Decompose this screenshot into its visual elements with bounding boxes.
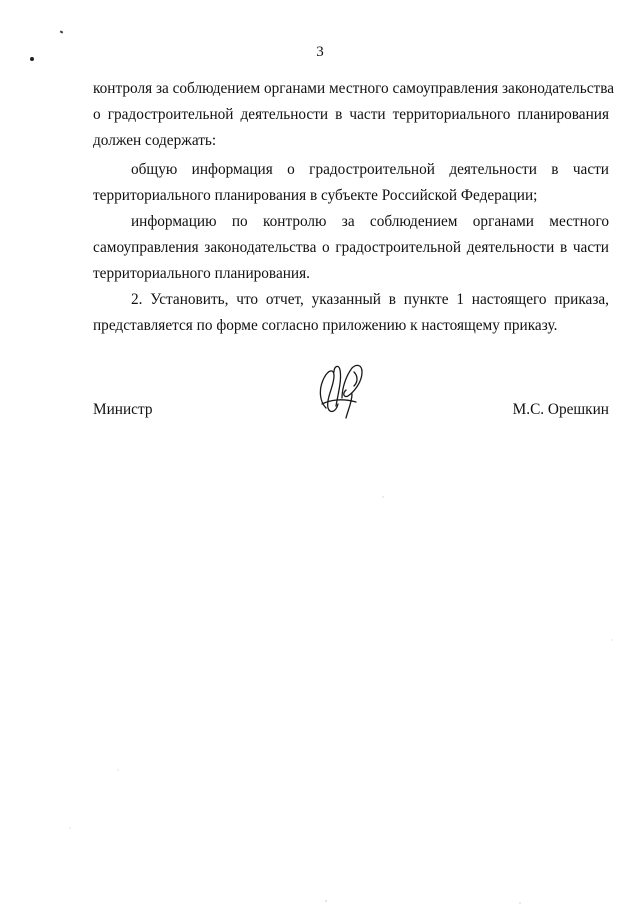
- signatory-name: М.С. Орешкин: [512, 401, 609, 418]
- signatory-title: Министр: [93, 401, 153, 418]
- text-line: территориального планирования.: [93, 265, 310, 282]
- scan-mark: [60, 30, 64, 33]
- paragraph-control-info: [93, 209, 609, 287]
- signature-block: [93, 397, 609, 423]
- text-line: информацию по контролю за соблюдением органами местного: [131, 213, 609, 230]
- page-number: 3: [316, 44, 324, 60]
- paragraph-continuation: [93, 76, 615, 154]
- paragraph-item-2: [93, 287, 609, 339]
- text-line: 2. Установить, что отчет, указанный в пункте 1 настоящего приказа,: [131, 291, 609, 308]
- text-line: самоуправления законодательства о градостроительной деятельности в части: [93, 239, 609, 256]
- text-line: территориального планирования в субъекте Российской Федерации;: [93, 187, 538, 204]
- text-line: о градостроительной деятельности в части территориального планирования: [93, 106, 609, 123]
- text-line: должен содержать:: [93, 132, 217, 149]
- text-line: общую информация о градостроительной деятельности в части: [131, 161, 609, 178]
- text-line: контроля за соблюдением органами местного самоуправления законодательства: [93, 80, 615, 97]
- paragraph-general-info: [93, 157, 609, 209]
- text-line: представляется по форме согласно приложению к настоящему приказу.: [93, 317, 558, 334]
